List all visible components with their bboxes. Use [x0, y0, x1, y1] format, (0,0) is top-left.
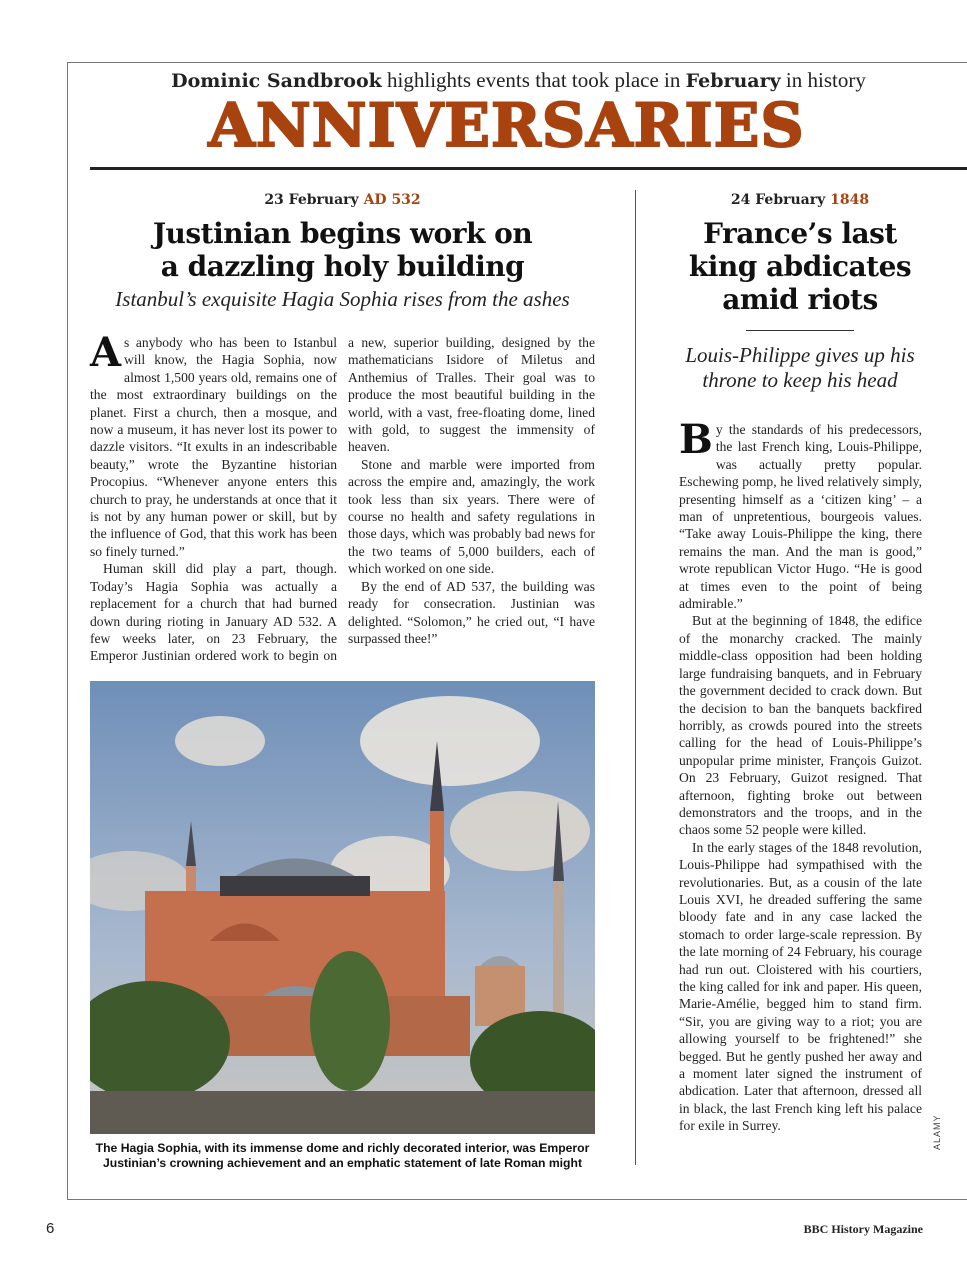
headline-line: amid riots — [722, 283, 878, 316]
article2-col — [679, 416, 922, 1135]
header-rule — [90, 167, 967, 170]
article2-standfirst — [650, 343, 950, 393]
standfirst-line: Louis-Philippe gives up his — [685, 343, 915, 367]
magazine-name: BBC History Magazine — [803, 1222, 923, 1236]
page-number: 6 — [46, 1220, 55, 1237]
column-divider — [635, 190, 636, 1165]
section-title: ANNIVERSARIES — [208, 91, 805, 161]
article1-headline — [90, 217, 595, 283]
article2 — [650, 191, 950, 1135]
paragraph: By the end of AD 537, the building was ready for consecration. Justinian was delighted. “Solomon,” he cried out, “I have surpassed thee!” — [348, 578, 595, 646]
article1-standfirst: Istanbul’s exquisite Hagia Sophia rises from the ashes — [115, 287, 570, 311]
kicker — [0, 68, 967, 93]
author-name: Dominic Sandbrook — [171, 70, 382, 92]
photo-caption: The Hagia Sophia, with its immense dome and richly decorated interior, was Emperor Justinian’s crowning achievement and an emphatic statement of late Roman might — [95, 1140, 590, 1170]
photo-credit: ALAMY — [932, 1114, 942, 1150]
kicker-text: highlights events that took place in — [381, 68, 686, 92]
hagia-sophia-photo — [90, 681, 595, 1134]
paragraph: y the standards of his predecessors, the last French king, Louis-Philippe, was actually pretty popular. Eschewing pomp, he lived relatively simply, presenting himself as a ‘citizen king’ – a man of unpretentious, bourgeois values. “Take away Louis-Philippe the king, there remains the man. And the man is good,” wrote republican Victor Hugo. “He is good at times even to the point of being admirable.” — [679, 422, 922, 612]
drop-cap: A — [90, 329, 122, 376]
headline-line: France’s last — [703, 217, 897, 250]
article2-date — [731, 191, 869, 209]
article1 — [90, 191, 595, 1171]
paragraph: s anybody who has been to Istanbul will know, the Hagia Sophia, now almost 1,500 years old, remains one of the most extraordinary buildings on the planet. First a church, then a mosque, and now a museum, it has never lost its power to dazzle visitors. “It exults in an indescribable beauty,” wrote the Byzantine historian Procopius. “Whenever anyone enters this church to pray, he understands at once that it is not by any human power or skill, but by the influence of God, that this work has been so finely turned.” — [90, 335, 337, 559]
article2-headline — [650, 217, 950, 316]
paragraph: Human skill did play a part, though. Today’s Hagia Sophia was actually a replacement for a church that had burned down during rioting in January AD 532. A few weeks later, on 23 February, the Emperor Justinian ordered work to begin on a new, superior building, designed by the mathematicians Isidore of Miletus and Anthemius of Tralles. Their goal was to produce the most beautiful building in the world, with a vast, free-floating dome, lined with gold, to suggest the immensity of heaven. — [90, 335, 595, 664]
date-year: AD 532 — [363, 192, 421, 208]
headline-line: king abdicates — [688, 250, 912, 283]
article1-body — [90, 329, 595, 665]
article1-date — [90, 191, 595, 209]
headline-rule — [746, 330, 854, 331]
kicker-month: February — [685, 70, 781, 92]
standfirst-line: throne to keep his head — [702, 368, 898, 392]
paragraph: Stone and marble were imported from across the empire and, amazingly, the work took less than six years. There were of course no health and safety regulations in those days, which was probably bad news for the two teams of 5,000 builders, each of which worked on one side. — [348, 456, 595, 577]
date-year: 1848 — [830, 192, 870, 208]
date-day: 23 February — [264, 192, 359, 208]
drop-cap: B — [679, 416, 713, 463]
paragraph: But at the beginning of 1848, the edifice of the monarchy cracked. The mainly middle-class opposition had been holding large fundraising banquets, and in February the government decided to crack down. But the decision to ban the banquets backfired horribly, as crowds poured into the streets calling for the head of Louis-Philippe’s unpopular prime minister, François Guizot. On 23 February, Guizot resigned. That afternoon, fighting broke out between demonstrators and the troops, and in the chaos some 52 people were killed. — [679, 613, 922, 838]
headline-line: Justinian begins work on — [152, 217, 533, 250]
date-day: 24 February — [730, 192, 826, 208]
kicker-end: in history — [780, 68, 866, 92]
headline-line: a dazzling holy building — [160, 250, 525, 283]
paragraph: In the early stages of the 1848 revolution, Louis-Philippe had sympathised with the revolutionaries. But, as a cousin of the late Louis XVI, he dreaded suffering the same bloody fate and in any case lacked the stomach to order large-scale repression. By the late morning of 24 February, his courage had run out. Cloistered with his courtiers, the king called for ink and paper. His queen, Marie-Amélie, begged him to stand firm. “Sir, you are giving way to a riot; you are allowing yourself to be frightened!” she begged. But he gently pushed her away and a moment later signed the instrument of abdication. Later that afternoon, dressed all in black, the last French king left his palace for exile in Surrey. — [679, 839, 922, 1134]
